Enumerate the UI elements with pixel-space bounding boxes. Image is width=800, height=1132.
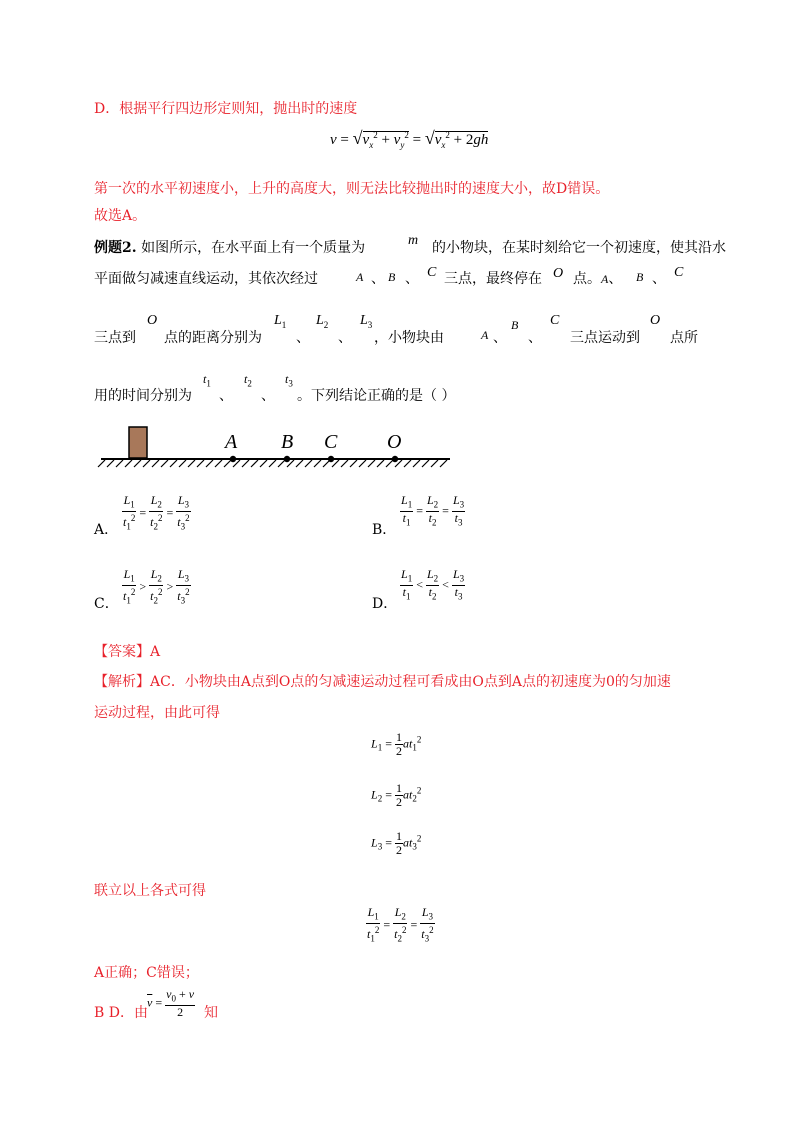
symbol-l3: $L_3$: [360, 313, 373, 330]
symbol-a: A: [481, 328, 489, 342]
symbol-a: A: [356, 270, 364, 284]
example-text-3e: 点所: [670, 330, 698, 346]
example-text-2c: [573, 268, 622, 288]
hatch-mark: [296, 460, 303, 467]
hatch-mark: [107, 460, 114, 467]
symbol-b: B: [636, 270, 644, 284]
hatch-mark: [278, 460, 285, 467]
point-o-dot: [392, 456, 398, 462]
symbol-c: C: [550, 313, 560, 328]
separator: 、: [528, 330, 542, 346]
option-c-formula: $\frac{L_1}{t_1^2}$ > $\frac{L_2}{t_2^2}$ > $\frac{L_3}{t_3^2}$: [123, 567, 190, 606]
option-a-label: A．: [94, 522, 119, 538]
d-option-heading: D．根据平行四边形定则知，抛出时的速度: [94, 101, 358, 117]
choose-answer: 故选A。: [94, 208, 147, 224]
hatch-mark: [143, 460, 150, 467]
separator: 、: [608, 271, 623, 287]
point-text: 点。: [573, 271, 601, 287]
analysis-line-2: 运动过程，由此可得: [94, 705, 220, 721]
example-label: 例题2.: [94, 240, 137, 256]
point-a-dot: [230, 456, 236, 462]
example-text-4b: 。下列结论正确的是（ ）: [297, 388, 456, 404]
hatch-mark: [260, 460, 267, 467]
hatch-mark: [125, 460, 132, 467]
hatch-mark: [197, 460, 204, 467]
analysis-label: 【解析】: [94, 674, 150, 690]
hatch-mark: [422, 460, 429, 467]
hatch-mark: [179, 460, 186, 467]
symbol-a: A: [601, 272, 609, 286]
hatch-mark: [170, 460, 177, 467]
label-b: B: [281, 431, 294, 453]
symbol-t2: $t_2$: [244, 372, 252, 389]
symbol-o: O: [147, 313, 158, 328]
average-velocity-formula: $\overline{v}$ = $\frac{v_0 + v}{2}$: [147, 987, 195, 1020]
combine-text: 联立以上各式可得: [94, 883, 206, 899]
symbol-c: C: [674, 265, 684, 280]
hatch-mark: [368, 460, 375, 467]
symbol-o: O: [650, 313, 661, 328]
symbol-t3: $t_3$: [285, 372, 293, 389]
symbol-l1: $L_1$: [274, 313, 287, 330]
symbol-o: O: [553, 266, 564, 281]
hatch-mark: [224, 460, 231, 467]
velocity-formula: $v = √v_x^2 + v_y^2 = √v_x^2 + 2gh$: [330, 128, 489, 150]
hatch-mark: [161, 460, 168, 467]
hatch-mark: [341, 460, 348, 467]
point-c-dot: [328, 456, 334, 462]
bd-line: [94, 1002, 148, 1022]
analysis-text-1: AC．小物块由A点到O点的匀减速运动过程可看成由O点到A点的初速度为0的匀加速: [150, 674, 671, 690]
example-text-3a: 三点到: [94, 330, 136, 346]
option-d-formula: $\frac{L_1}{t_1}$ < $\frac{L_2}{t_2}$ < $\frac{L_3}{t_3}$: [401, 567, 465, 602]
d-conclusion: 第一次的水平初速度小，上升的高度大，则无法比较抛出时的速度大小，故D错误。: [94, 181, 610, 197]
combined-equation: $\frac{L_1}{t_1^2}$ = $\frac{L_2}{t_2^2}$ = $\frac{L_3}{t_3^2}$: [367, 905, 434, 944]
hatch-mark: [386, 460, 393, 467]
example-text-1: 如图所示，在水平面上有一个质量为: [141, 240, 366, 256]
hatch-mark: [413, 460, 420, 467]
hatch-mark: [251, 460, 258, 467]
hatch-mark: [305, 460, 312, 467]
hatch-mark: [242, 460, 249, 467]
hatch-mark: [350, 460, 357, 467]
hatch-mark: [134, 460, 141, 467]
symbol-b: B: [511, 318, 519, 332]
hatch-mark: [269, 460, 276, 467]
hatch-mark: [404, 460, 411, 467]
hatch-mark: [98, 460, 105, 467]
option-a-formula: $\frac{L_1}{t_1^2}$ = $\frac{L_2}{t_2^2}$ = $\frac{L_3}{t_3^2}$: [123, 493, 190, 532]
example-text-2b: 三点，最终停在: [444, 271, 542, 287]
separator: 、: [219, 388, 233, 404]
equation-l1: $L_1$ = $\frac{1}{2}$ $at_1^2$: [371, 730, 422, 758]
symbol-l2: $L_2$: [316, 313, 329, 330]
example-line-1: [94, 237, 365, 257]
example-text-3c: ，小物块由: [374, 330, 444, 346]
point-b-dot: [284, 456, 290, 462]
symbol-c: C: [427, 265, 437, 280]
block: [129, 427, 147, 458]
hatch-mark: [359, 460, 366, 467]
example-text-3d: 三点运动到: [570, 330, 640, 346]
option-c-label: C．: [94, 596, 119, 612]
hatch-mark: [188, 460, 195, 467]
option-d-label: D．: [372, 596, 398, 612]
equation-l2: $L_2$ = $\frac{1}{2}$ $at_2^2$: [371, 781, 422, 809]
example-text-2: 平面做匀减速直线运动，其依次经过: [94, 271, 318, 287]
separator: 、: [652, 271, 666, 287]
option-b-formula: $\frac{L_1}{t_1}$ = $\frac{L_2}{t_2}$ = $\frac{L_3}{t_3}$: [401, 493, 465, 528]
hatch-mark: [431, 460, 438, 467]
answer: 【答案】A: [94, 644, 161, 660]
equation-l3: $L_3$ = $\frac{1}{2}$ $at_3^2$: [371, 829, 422, 857]
label-o: O: [387, 431, 402, 453]
separator: 、: [493, 330, 507, 346]
analysis-line-1: [94, 671, 671, 691]
bd-prefix: B D．由: [94, 1005, 148, 1021]
symbol-b: B: [388, 270, 396, 284]
option-b-label: B．: [372, 522, 397, 538]
hatch-mark: [116, 460, 123, 467]
hatch-mark: [206, 460, 213, 467]
separator: 、: [261, 388, 275, 404]
bd-suffix: 知: [204, 1005, 218, 1021]
symbol-m: m: [408, 233, 419, 248]
hatch-mark: [314, 460, 321, 467]
hatch-mark: [440, 460, 447, 467]
hatch-mark: [377, 460, 384, 467]
hatch-mark: [152, 460, 159, 467]
example-text-3b: 点的距离分别为: [164, 330, 262, 346]
symbol-t1: $t_1$: [203, 372, 211, 389]
example-text-4a: 用的时间分别为: [94, 388, 192, 404]
separator: 、: [338, 330, 352, 346]
a-correct-text: A正确；C错误；: [94, 965, 199, 981]
label-a: A: [225, 431, 238, 453]
separator: 、: [296, 330, 310, 346]
label-c: C: [324, 431, 338, 453]
separator: 、: [405, 271, 419, 287]
example-text-1b: 的小物块，在某时刻给它一个初速度，使其沿水: [432, 240, 726, 256]
separator: 、: [371, 271, 385, 287]
motion-diagram: [95, 422, 455, 472]
hatch-mark: [215, 460, 222, 467]
